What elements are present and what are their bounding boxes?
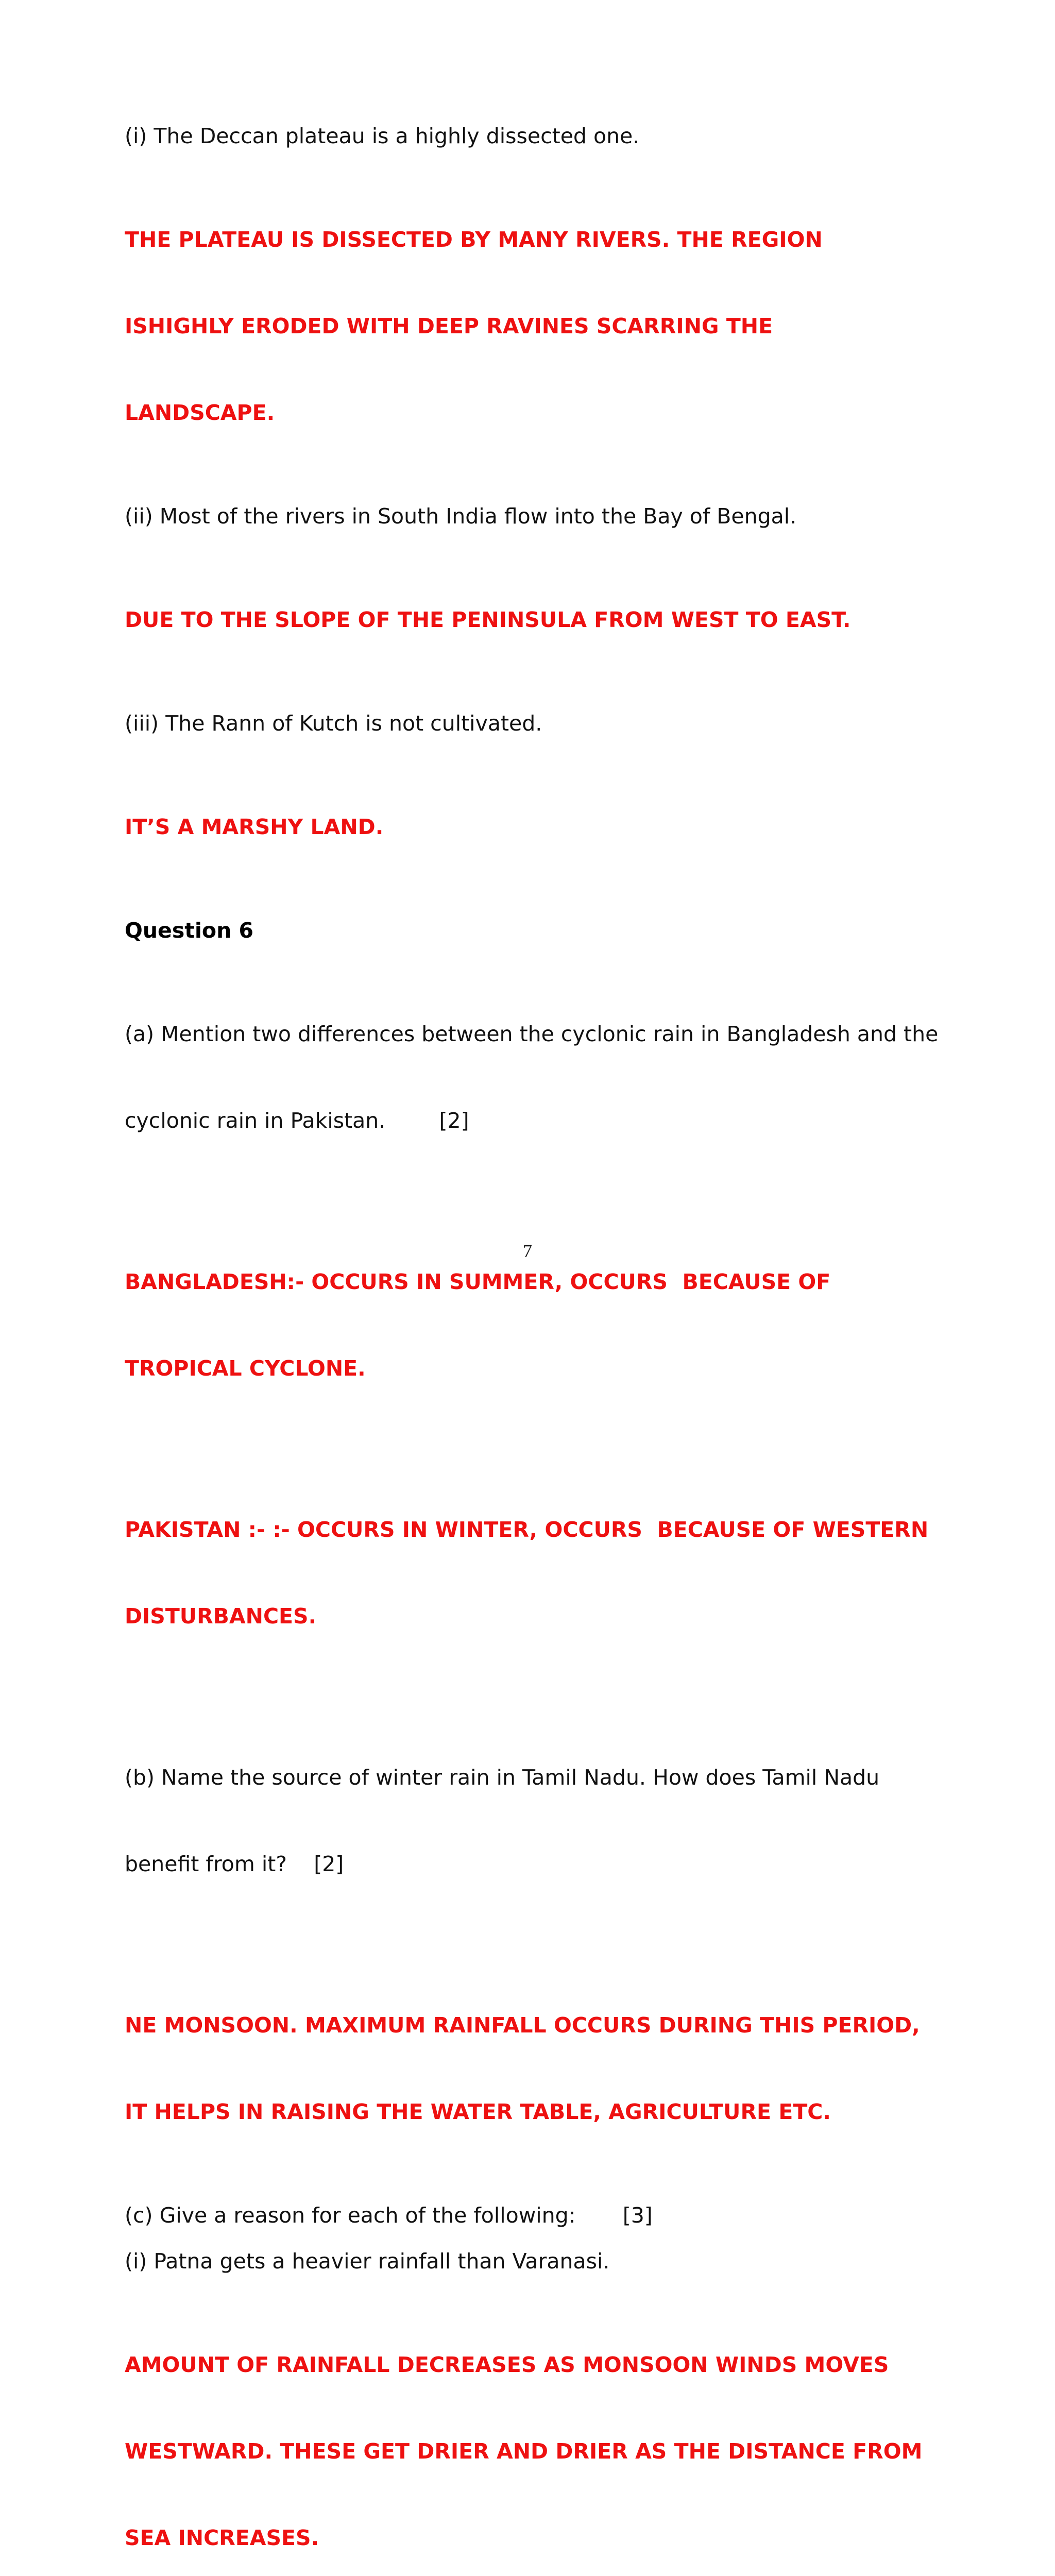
answer-line: AMOUNT OF RAINFALL DECREASES AS MONSOON WINDS MOVES	[125, 2352, 889, 2377]
answer-line: ISHIGHLY ERODED WITH DEEP RAVINES SCARRING THE	[125, 314, 773, 338]
answer-line: IT HELPS IN RAISING THE WATER TABLE, AGRICULTURE ETC.	[125, 2099, 831, 2124]
answer-line: NE MONSOON. MAXIMUM RAINFALL OCCURS DURING THIS PERIOD,	[125, 2013, 920, 2038]
answer-deccan	[125, 167, 939, 485]
answer-line: DISTURBANCES.	[125, 1604, 317, 1629]
answer-line: WESTWARD. THESE GET DRIER AND DRIER AS THE DISTANCE FROM	[125, 2439, 923, 2464]
question-6c: (c) Give a reason for each of the following: [3]	[125, 2203, 653, 2228]
answer-line: BANGLADESH:- OCCURS IN SUMMER, OCCURS BECAUSE OF	[125, 1269, 831, 1294]
page-number: 7	[523, 1241, 532, 1261]
answer-rivers	[125, 548, 939, 692]
question-i-deccan: (i) The Deccan plateau is a highly dissected one.	[125, 124, 640, 148]
question-ii-rivers: (ii) Most of the rivers in South India flow into the Bay of Bengal.	[125, 504, 797, 529]
document-body	[125, 122, 939, 2576]
answer-line: DUE TO THE SLOPE OF THE PENINSULA FROM WEST TO EAST.	[125, 607, 851, 632]
question-line: benefit from it? [2]	[125, 1852, 344, 1876]
question-6b	[125, 1705, 939, 1936]
question-6a	[125, 962, 939, 1193]
question-6c-i-patna: (i) Patna gets a heavier rainfall than Varanasi.	[125, 2249, 610, 2274]
answer-line: SEA INCREASES.	[125, 2526, 319, 2550]
answer-patna	[125, 2293, 939, 2576]
answer-line: THE PLATEAU IS DISSECTED BY MANY RIVERS. THE REGION	[125, 227, 823, 252]
answer-line: TROPICAL CYCLONE.	[125, 1356, 366, 1381]
question-line: (a) Mention two differences between the cyclonic rain in Bangladesh and the	[125, 1022, 939, 1046]
question-6-heading: Question 6	[125, 918, 254, 943]
answer-line: IT’S A MARSHY LAND.	[125, 815, 384, 839]
answer-tamil-nadu	[125, 1953, 939, 2184]
question-line: (b) Name the source of winter rain in Tamil Nadu. How does Tamil Nadu	[125, 1765, 880, 1790]
question-line: cyclonic rain in Pakistan. [2]	[125, 1108, 469, 1133]
answer-pakistan	[125, 1458, 939, 1688]
answer-rann	[125, 755, 939, 899]
question-iii-rann: (iii) The Rann of Kutch is not cultivated.	[125, 711, 542, 736]
answer-line: LANDSCAPE.	[125, 400, 275, 425]
answer-line: PAKISTAN :- :- OCCURS IN WINTER, OCCURS BECAUSE OF WESTERN	[125, 1517, 929, 1542]
